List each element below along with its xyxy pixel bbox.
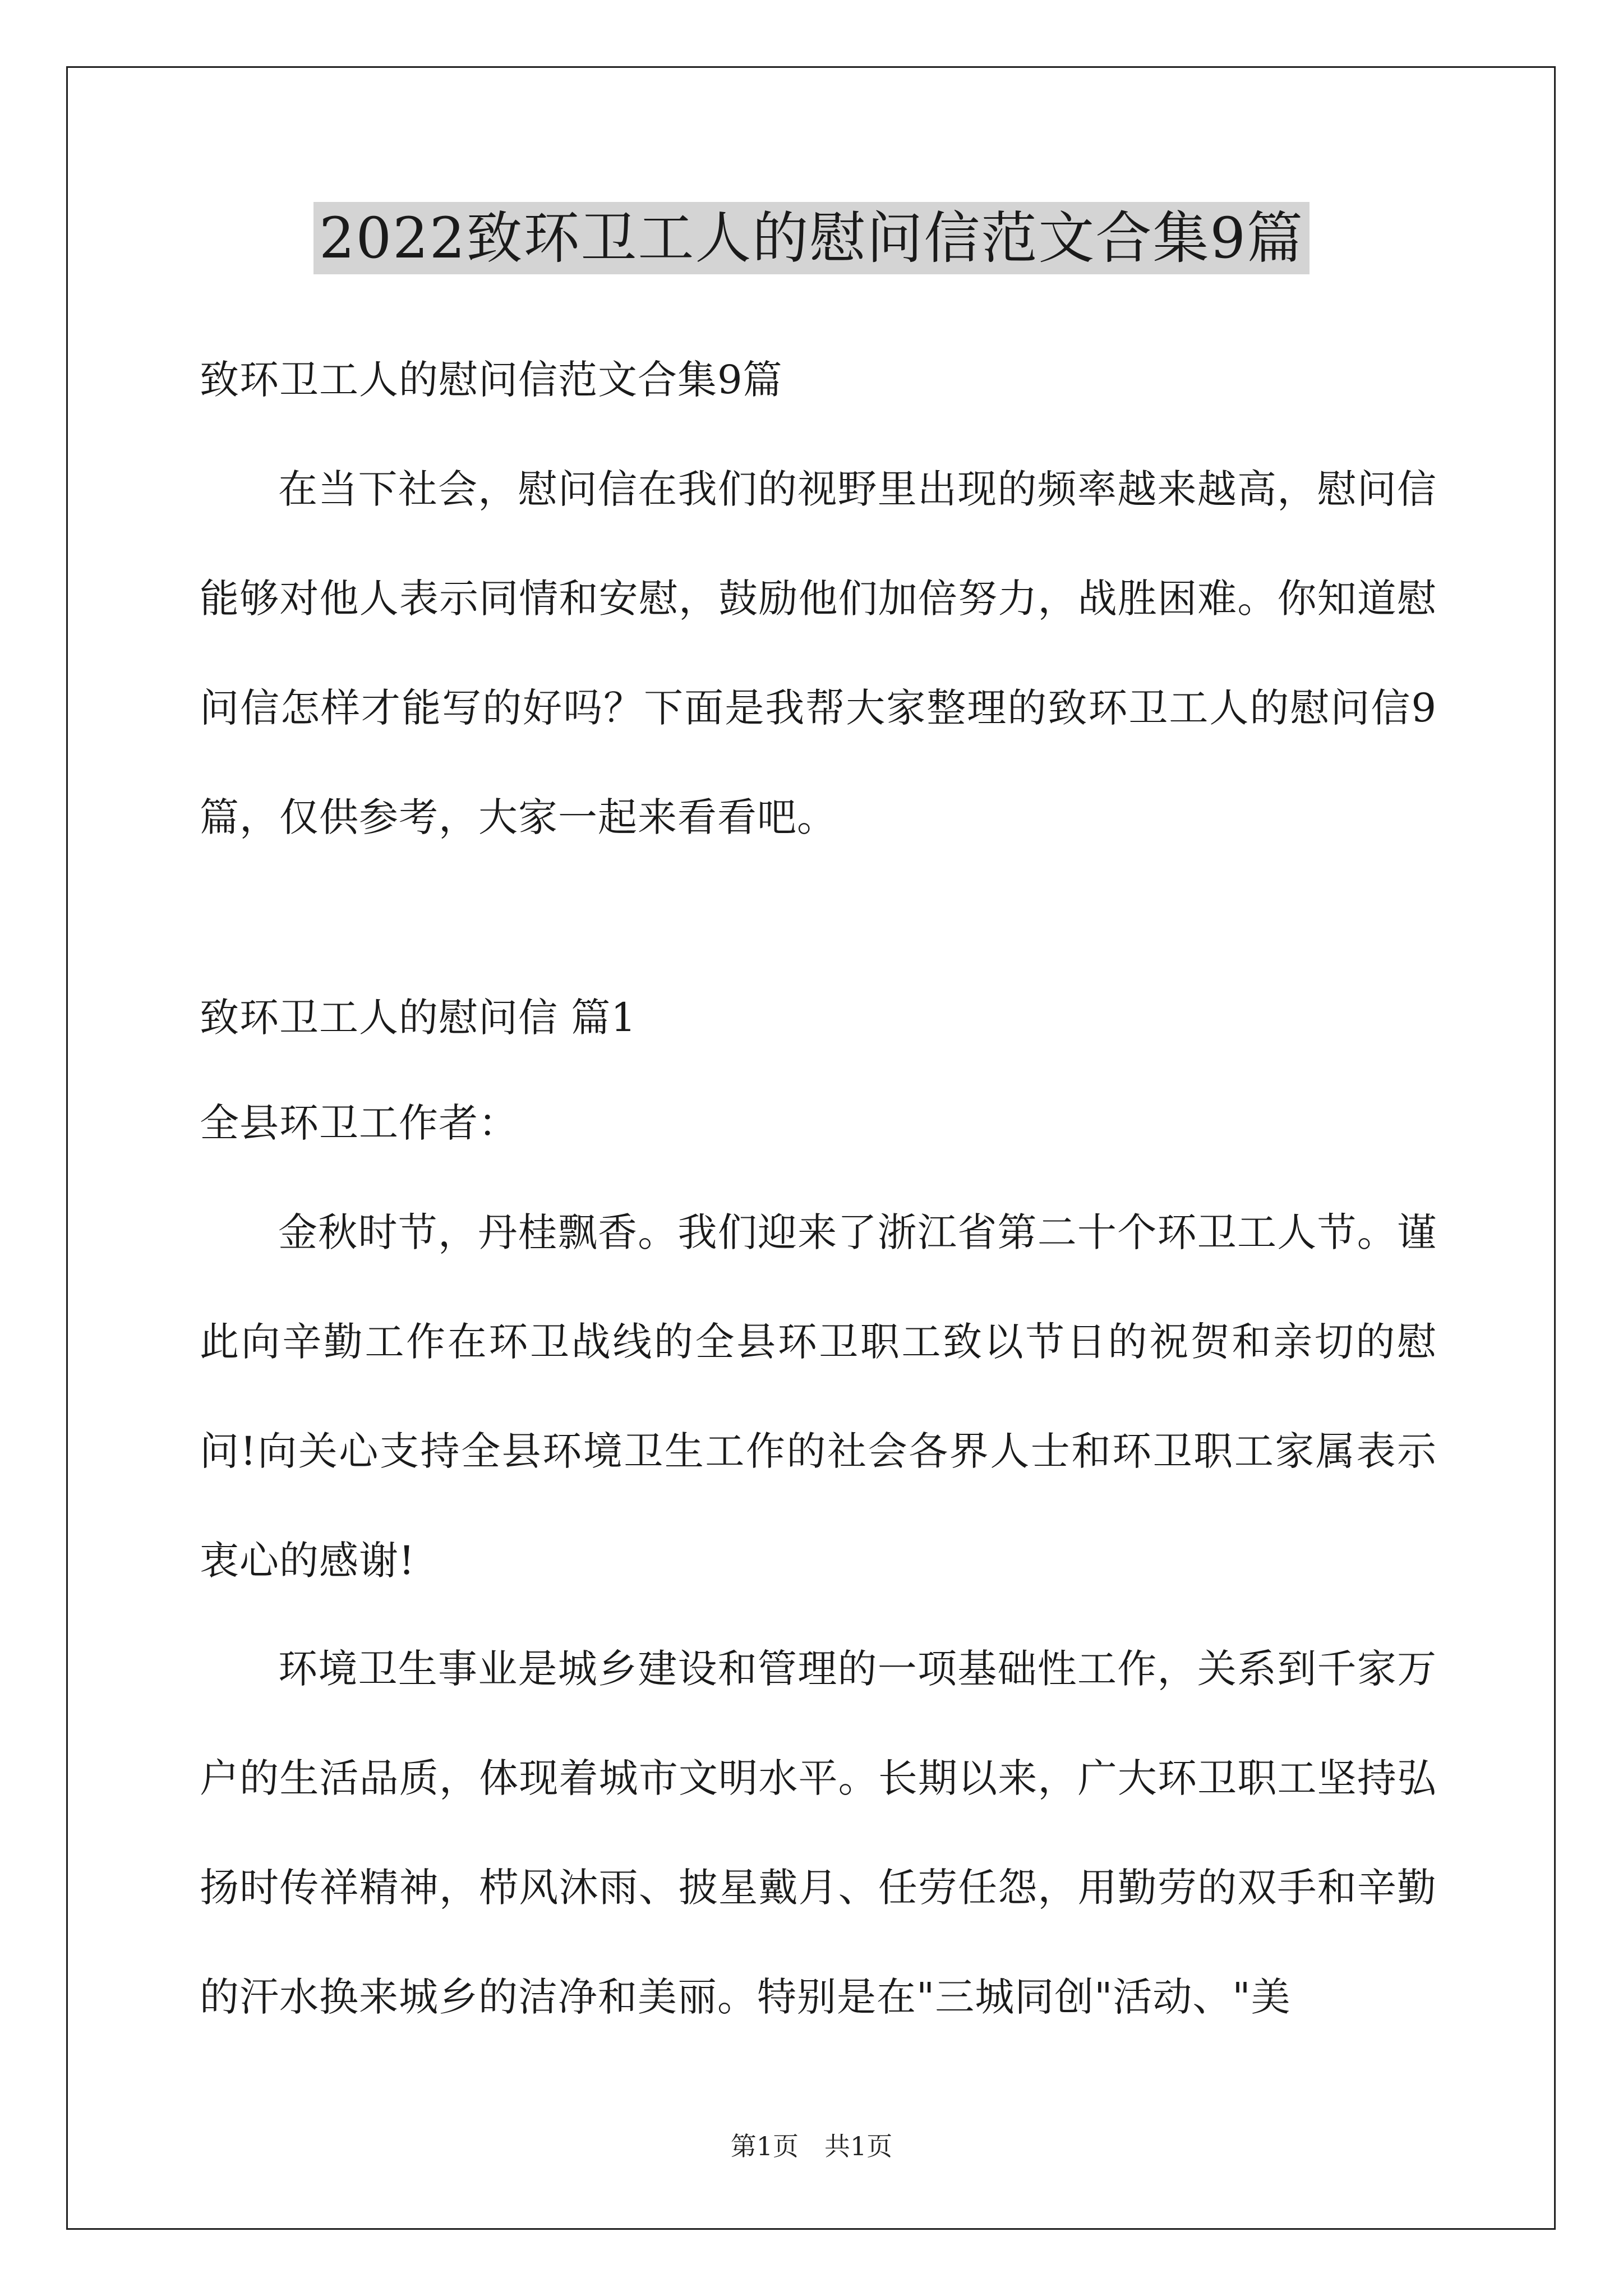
page-number: 第1页 共1页 — [730, 2131, 893, 2161]
document-subtitle: 致环卫工人的慰问信范文合集9篇 — [200, 357, 783, 403]
body-paragraph-2: 环境卫生事业是城乡建设和管理的一项基础性工作，关系到千家万户的生活品质，体现着城市文明水平。长期以来，广大环卫职工坚持弘扬时传祥精神，栉风沐雨、披星戴月、任劳任怨，用勤劳的双手和辛勤的汗水换来城乡的洁净和美丽。特别是在"三城同创"活动、"美 — [200, 1646, 1437, 2020]
salutation: 全县环卫工作者： — [200, 1100, 518, 1146]
document-title-text: 2022致环卫工人的慰问信范文合集9篇 — [313, 202, 1310, 274]
page-footer — [0, 2129, 1623, 2163]
document-title — [0, 199, 1623, 278]
intro-paragraph: 在当下社会，慰问信在我们的视野里出现的频率越来越高，慰问信能够对他人表示同情和安慰，鼓励他们加倍努力，战胜困难。你知道慰问信怎样才能写的好吗？下面是我帮大家整理的致环卫工人的慰问信9篇，仅供参考，大家一起来看看吧。 — [200, 466, 1437, 840]
body-paragraph-1: 金秋时节，丹桂飘香。我们迎来了浙江省第二十个环卫工人节。谨此向辛勤工作在环卫战线的全县环卫职工致以节日的祝贺和亲切的慰问!向关心支持全县环境卫生工作的社会各界人士和环卫职工家属表示衷心的感谢! — [200, 1209, 1437, 1584]
section-heading: 致环卫工人的慰问信 篇1 — [200, 995, 637, 1041]
